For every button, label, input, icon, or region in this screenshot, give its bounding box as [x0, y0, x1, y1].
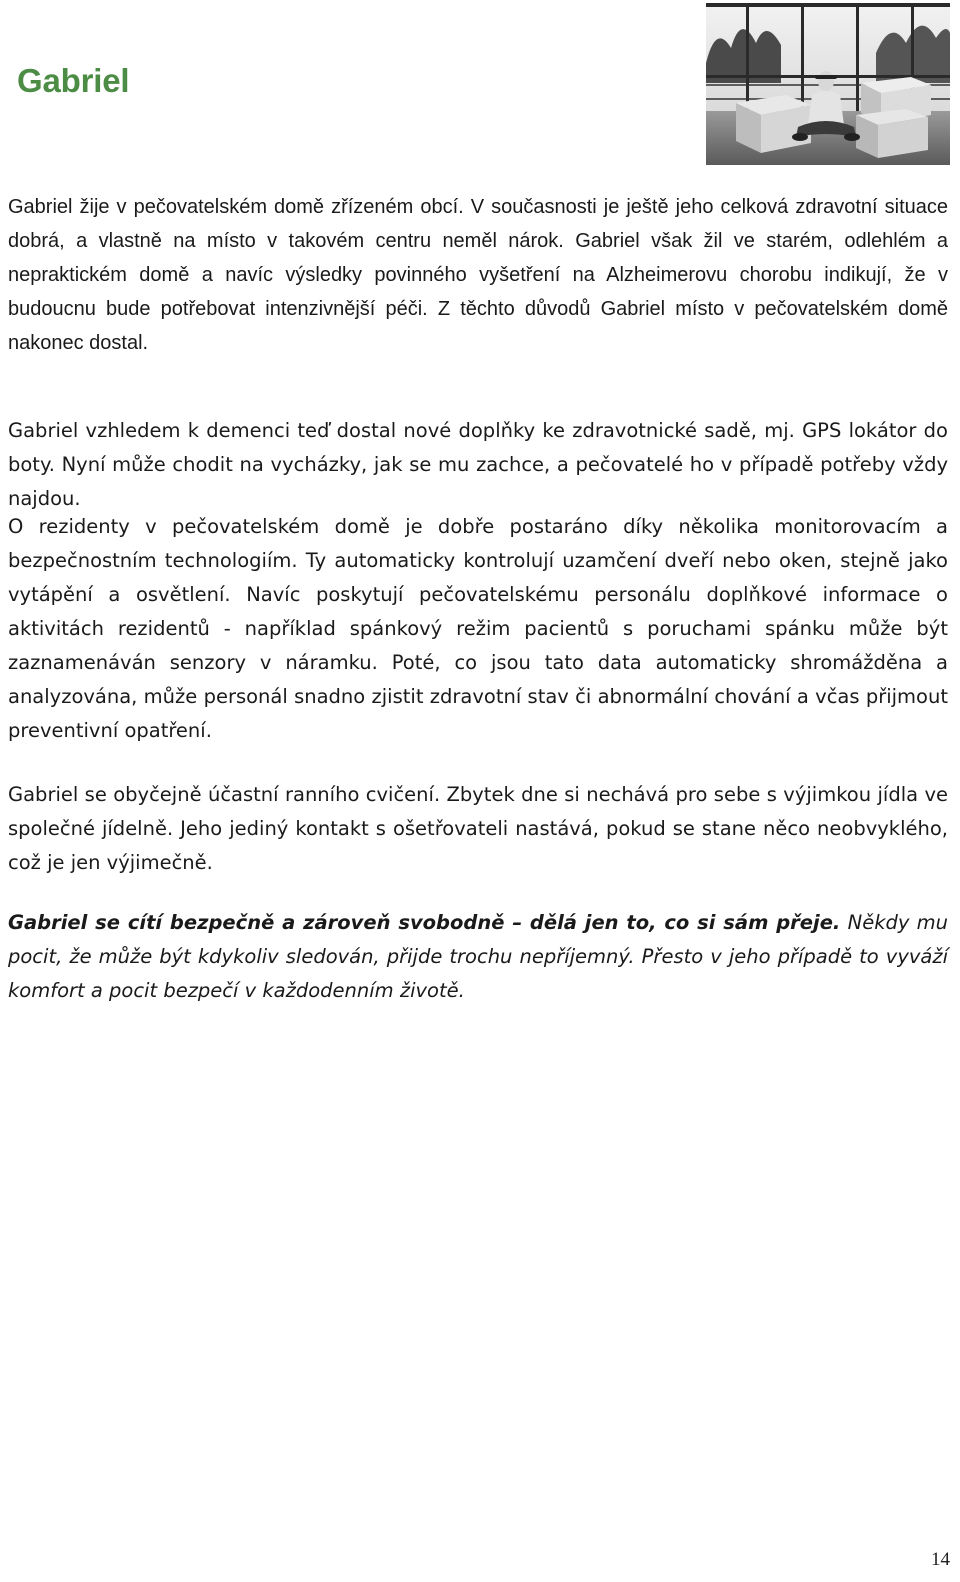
emphasis-text: Gabriel se cítí bezpečně a zároveň svobodně – dělá jen to, co si sám přeje.	[8, 911, 841, 934]
paragraph-feeling	[8, 906, 948, 1008]
paragraph-text: Gabriel vzhledem k demenci teď dostal nové doplňky ke zdravotnické sadě, mj. GPS lokátor do boty. Nyní může chodit na vycházky, jak se mu zachce, a pečovatelé ho v případě potřeby vždy najdou.	[8, 419, 948, 510]
page-number: 14	[931, 1549, 950, 1570]
paragraph-rest-text: Někdy mu pocit, že může být kdykoliv sledován, přijde trochu nepříjemný. Přesto v jeho případě to vyváží komfort a pocit bezpečí v každodenním životě.	[8, 911, 949, 1002]
paragraph-gps	[8, 414, 948, 516]
paragraph-daily-routine	[8, 778, 948, 880]
paragraph-text: O rezidenty v pečovatelském domě je dobře postaráno díky několika monitorovacím a bezpečnostním technologiím. Ty automaticky kontrolují uzamčení dveří nebo oken, stejně jako vytápění a osvětlení. Navíc poskytují pečovatelskému personálu doplňkové informace o aktivitách rezidentů - například spánkový režim pacientů s poruchami spánku může být zaznamenáván senzory v náramku. Poté, co jsou tato data automaticky shromážděna a analyzována, může personál snadno zjistit zdravotní stav či abnormální chování a včas přijmout preventivní opatření.	[8, 515, 948, 742]
paragraph-text: Gabriel se obyčejně účastní ranního cvičení. Zbytek dne si nechává pro sebe s výjimkou jídla ve společné jídelně. Jeho jediný kontakt s ošetřovateli nastává, pokud se stane něco neobvyklého, což je jen výjimečně.	[8, 783, 948, 874]
paragraph-monitoring	[8, 510, 948, 748]
paragraph-text	[8, 906, 948, 1008]
photo-image	[706, 3, 950, 165]
page-title: Gabriel	[17, 62, 130, 99]
paragraph-text: Gabriel žije v pečovatelském domě zřízeném obcí. V současnosti je ještě jeho celková zdravotní situace dobrá, a vlastně na místo v takovém centru neměl nárok. Gabriel však žil ve starém, odlehlém a nepraktickém domě a navíc výsledky povinného vyšetření na Alzheimerovu chorobu indikují, že v budoucnu bude potřebovat intenzivnější péči. Z těchto důvodů Gabriel místo v pečovatelském domě nakonec dostal.	[8, 196, 948, 354]
paragraph-intro	[8, 190, 948, 360]
